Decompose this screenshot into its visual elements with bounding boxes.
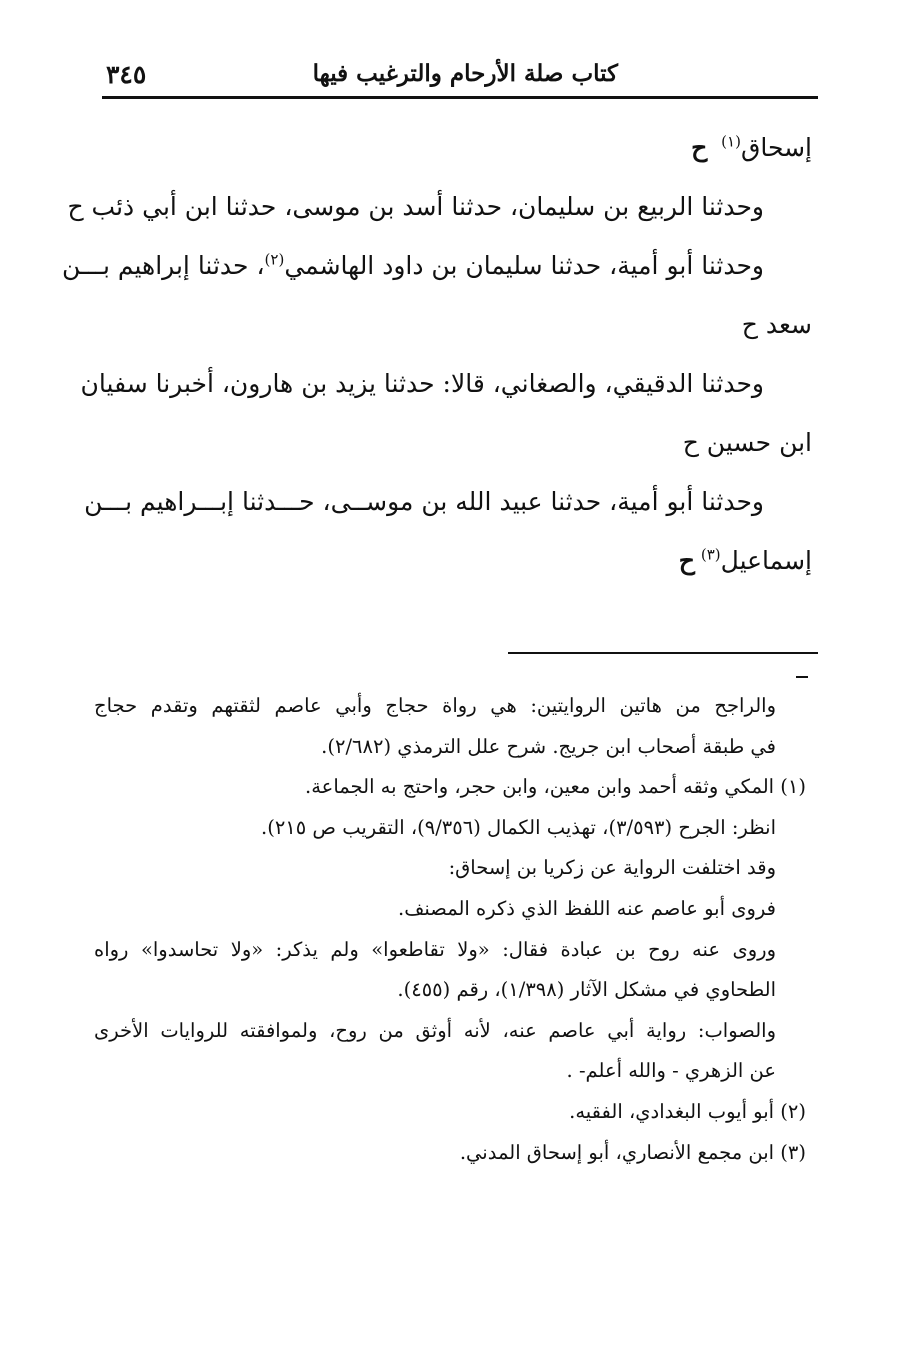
footnote-line: انظر: الجرح (٣/٥٩٣)، تهذيب الكمال (٩/٣٥٦)، التقريب ص ٢١٥). (261, 815, 776, 839)
footnote-line: والراجح من هاتين الروايتين: هي رواة حجاج وأبي عاصم لثقتهم وتقدم حجاج (94, 694, 776, 717)
text-line: ابن حسين ح (682, 428, 812, 457)
header-rule (102, 96, 818, 99)
footnote-line: (٣) ابن مجمع الأنصاري، أبو إسحاق المدني. (459, 1140, 806, 1164)
line-tail: ح (678, 546, 695, 575)
footnote-line: (٢) أبو أيوب البغدادي، الفقيه. (569, 1099, 806, 1123)
footnote-line: فروى أبو عاصم عنه اللفظ الذي ذكره المصنف. (398, 896, 776, 920)
footnote-marker: (١) (721, 132, 741, 151)
footnote-marker: (٣) (700, 545, 721, 564)
footnote-continuation-mark (796, 676, 808, 678)
footnote-marker: (٢) (264, 250, 285, 269)
text-line: وحدثنا الربيع بن سليمان، حدثنا أسد بن موسى، حدثنا ابن أبي ذئب ح (67, 192, 764, 221)
footnote-line: وقد اختلفت الرواية عن زكريا بن إسحاق: (448, 856, 776, 880)
line-text: إسماعيل (720, 546, 812, 575)
line-tail: ، حدثنا إبراهيم بـــن (61, 251, 265, 280)
line-tail: ح (691, 133, 708, 162)
footnote-line: والصواب: رواية أبي عاصم عنه، لأنه أوثق من روح، ولموافقته للروايات الأخرى (94, 1018, 776, 1042)
footnote-line: وروى عنه روح بن عبادة فقال: «ولا تقاطعوا» ولم يذكر: «ولا تحاسدوا» رواه (94, 937, 776, 961)
text-line: وحدثنا أبو أمية، حدثنا عبيد الله بن موســى، حـــدثنا إبـــراهيم بـــن (84, 487, 764, 516)
line-text: وحدثنا أبو أمية، حدثنا سليمان بن داود الهاشمي (284, 251, 764, 280)
page-header (102, 58, 818, 98)
footnote-line: في طبقة أصحاب ابن جريج. شرح علل الترمذي (٢/٦٨٢). (321, 734, 776, 758)
footnote-line: عن الزهري - والله أعلم- . (566, 1059, 776, 1083)
text-line: سعد ح (741, 310, 812, 339)
footnote-line: (١) المكي وثقه أحمد وابن معين، وابن حجر، واحتج به الجماعة. (305, 775, 806, 799)
line-text: إسحاق (740, 133, 812, 162)
footnote-separator (508, 652, 818, 654)
footnotes (94, 686, 806, 1173)
text-line (100, 118, 812, 177)
text-line: وحدثنا الدقيقي، والصغاني، قالا: حدثنا يزيد بن هارون، أخبرنا سفيان (80, 369, 764, 398)
main-text (61, 118, 812, 590)
text-line (100, 531, 812, 590)
page-number: ٣٤٥ (106, 60, 147, 89)
running-title: كتاب صلة الأرحام والترغيب فيها (312, 60, 618, 87)
text-line (61, 236, 812, 295)
footnote-line: الطحاوي في مشكل الآثار (١/٣٩٨)، رقم (٤٥٥). (397, 978, 776, 1002)
